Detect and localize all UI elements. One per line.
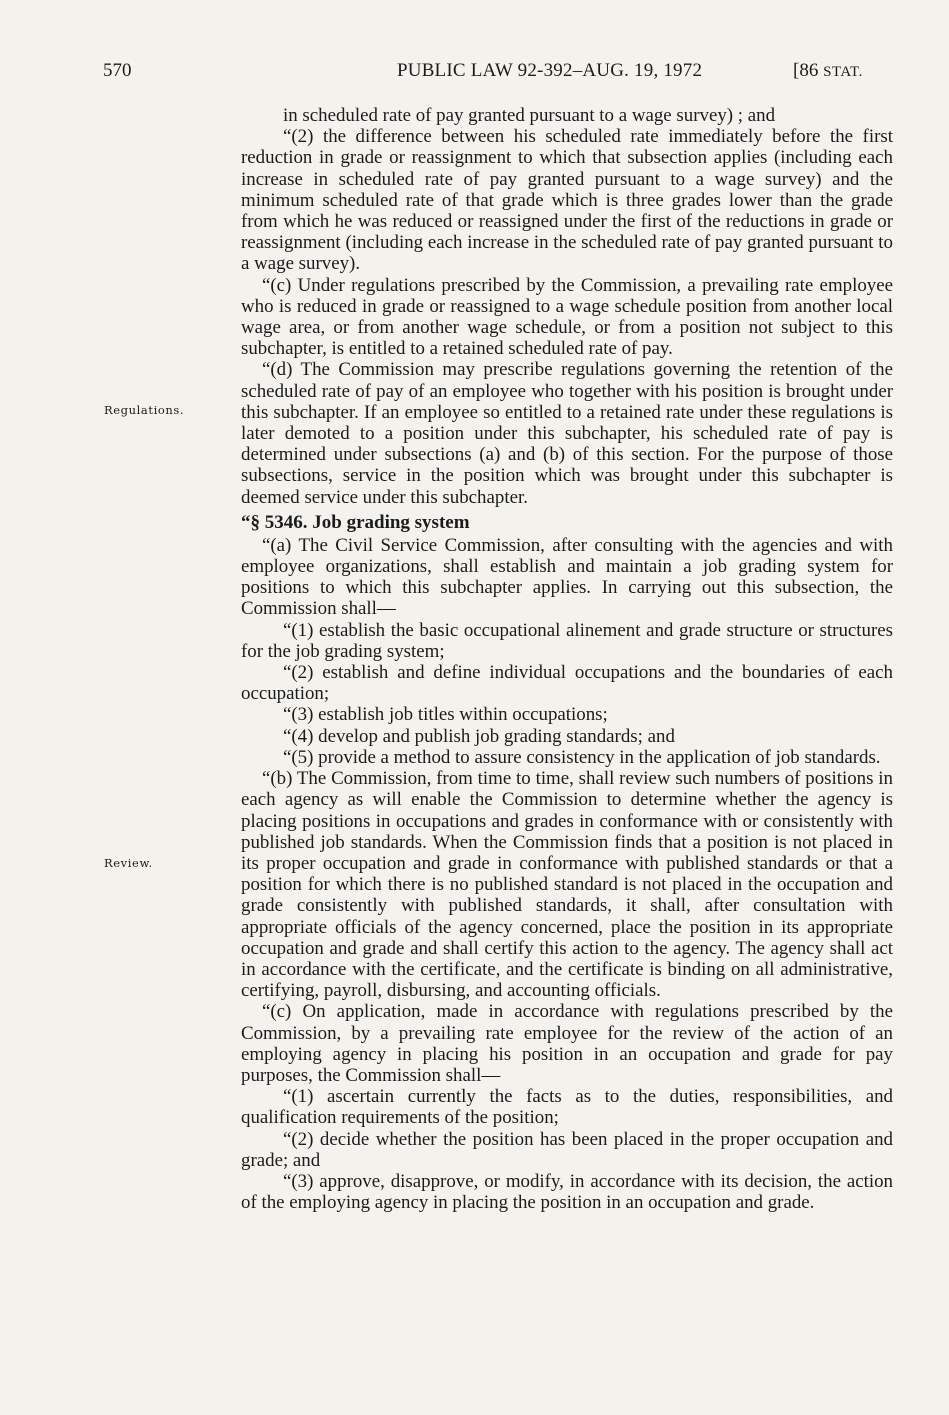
- paragraph-5346-c-2: “(2) decide whether the position has been placed in the proper occupation and grade; and: [241, 1128, 893, 1171]
- page-number: 570: [103, 60, 132, 81]
- paragraph-5346-c-3: “(3) approve, disapprove, or modify, in accordance with its decision, the action of the employing agency in placing the position in an occupation and grade.: [241, 1170, 893, 1214]
- margin-note-review: Review.: [104, 856, 153, 870]
- paragraph-5346-a-5: “(5) provide a method to assure consistency in the application of job standards.: [283, 746, 881, 768]
- margin-note-regulations: Regulations.: [104, 403, 185, 417]
- paragraph-5346-b: “(b) The Commission, from time to time, shall review such numbers of positions in each agency as will enable the Commission to determine whether the agency is placing positions in occupations and grades in conformance with or consistently with published job standards. When the Commission finds that a position is not placed in its proper occupation and grade in conformance with published standards or that a position for which there is no published standard is not placed in the occupation and grade consistently with published standards, it shall, after consultation with appropriate officials of the agency concerned, place the position in its appropriate occupation and grade and shall certify this action to the agency. The agency shall act in accordance with the certificate, and the certificate is binding on all administrative, certifying, payroll, disbursing, and accounting officials.: [241, 768, 893, 1002]
- statute-prefix: [86: [793, 60, 824, 81]
- running-head-title: PUBLIC LAW 92-392–AUG. 19, 1972: [397, 60, 703, 81]
- section-heading: “§ 5346. Job grading system: [241, 511, 470, 533]
- paragraph-5346-c-1: “(1) ascertain currently the facts as to the duties, responsibilities, and qualification requirements of the position;: [241, 1086, 893, 1129]
- paragraph-subsection-d: “(d) The Commission may prescribe regulations governing the retention of the scheduled rate of pay of an employee who together with his position is brought under this subchapter. If an employee so entitled to a retained rate under these regulations is later demoted to a position under this subchapter, his scheduled rate of pay is determined under subsections (a) and (b) of this section. For the purpose of those subsections, service in the position which was brought under this subchapter is deemed service under this subchapter.: [241, 359, 893, 508]
- paragraph-continuation: in scheduled rate of pay granted pursuant to a wage survey) ; and: [283, 105, 776, 126]
- paragraph-5346-a-4: “(4) develop and publish job grading standards; and: [283, 725, 675, 747]
- statute-citation: [793, 60, 863, 83]
- paragraph-5346-a-1: “(1) establish the basic occupational alinement and grade structure or structures for the job grading system;: [241, 619, 893, 662]
- statute-label: STAT.: [823, 64, 863, 80]
- paragraph-5346-a-3: “(3) establish job titles within occupations;: [283, 704, 608, 726]
- body-text: [241, 105, 893, 1213]
- paragraph-subsection-c: “(c) Under regulations prescribed by the Commission, a prevailing rate employee who is reduced in grade or reassigned to a wage schedule position from another local wage area, or from another wage schedule, or from a position not subject to this subchapter, is entitled to a retained scheduled rate of pay.: [241, 274, 893, 360]
- paragraph-clause-2: “(2) the difference between his scheduled rate immediately before the first reduction in grade or reassignment to which that subsection applies (including each increase in scheduled rate of pay granted pursuant to a wage survey) and the minimum scheduled rate of that grade which is three grades lower than the grade from which he was reduced or reassigned under the first of the reductions in grade or reassignment (including each increase in the scheduled rate of pay granted pursuant to a wage survey).: [241, 126, 893, 275]
- paragraph-5346-c: “(c) On application, made in accordance with regulations prescribed by the Commission, by a prevailing rate employee for the review of the action of an employing agency in placing his position in an occupation and grade for pay purposes, the Commission shall—: [241, 1001, 893, 1086]
- paragraph-5346-a: “(a) The Civil Service Commission, after consulting with the agencies and with employee organizations, shall establish and maintain a job grading system for positions to which this subchapter applies. In carrying out this subsection, the Commission shall—: [241, 534, 893, 620]
- paragraph-5346-a-2: “(2) establish and define individual occupations and the boundaries of each occupation;: [241, 662, 893, 705]
